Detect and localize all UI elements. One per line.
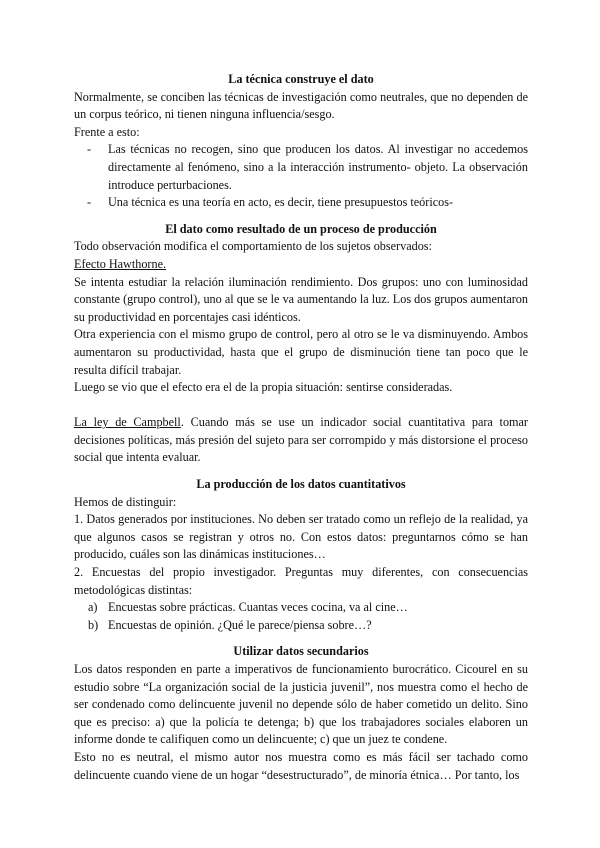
paragraph: Todo observación modifica el comportamiento de los sujetos observados:: [74, 239, 432, 254]
spacer: [74, 397, 528, 415]
paragraph: Luego se vio que el efecto era el de la propia situación: sentirse consideradas.: [74, 380, 453, 395]
paragraph: Normalmente, se conciben las técnicas de investigación como neutrales, que no dependen de un corpus teórico, ni tienen ninguna influencia/sesgo.: [74, 89, 528, 122]
section-title-datos-secundarios: Utilizar datos secundarios: [233, 644, 369, 659]
document-page: [74, 71, 528, 784]
paragraph: Los datos responden en parte a imperativos de funcionamiento burocrático. Cicourel en su estudio sobre “La organización social de la justicia juvenil”, nos muestra como el hecho de ser condenado como delincuente juvenil no depende sólo de haber cometido un delito. Sino que es preciso: a) que la policía te detenga; b) que los trabajadores sociales elaboren un informe donde te califiquen como un delincuente; c) que un juez te condene.: [74, 662, 528, 747]
hawthorne-heading: Efecto Hawthorne.: [74, 256, 167, 271]
dash-bullet: -: [87, 195, 92, 210]
spacer: [74, 634, 528, 643]
paragraph: Frente a esto:: [74, 124, 140, 139]
paragraph: 2. Encuestas del propio investigador. Preguntas muy diferentes, con consecuencias metodológicas distintas:: [74, 565, 528, 597]
paragraph: Hemos de distinguir:: [74, 494, 177, 509]
paragraph: Esto no es neutral, el mismo autor nos muestra como es más fácil ser tachado como delincuente cuando viene de un hogar “desestructurado”, de minoría étnica… Por tanto, los: [74, 749, 528, 782]
spacer: [74, 212, 528, 221]
list-marker: a): [88, 600, 98, 615]
section-title-tecnica: La técnica construye el dato: [228, 72, 374, 86]
list-marker: b): [88, 617, 99, 632]
list-item-text: Encuestas de opinión. ¿Qué le parece/piensa sobre…?: [108, 617, 372, 632]
list-item: [74, 194, 528, 212]
list-item: [74, 617, 528, 635]
campbell-text: . Cuando más se use un indicador social cuantitativa para tomar decisiones políticas, más presión del sujeto para ser corrompido y más distorsione el proceso social que intenta evaluar.: [74, 415, 528, 465]
paragraph: 1. Datos generados por instituciones. No deben ser tratado como un reflejo de la realidad, ya que algunos casos se registran y otros no. Con estos datos: preguntarnos cómo se han producido, cuáles son las dinámicas instituciones…: [74, 512, 528, 562]
alpha-list: [74, 599, 528, 634]
list-item: [74, 141, 528, 194]
paragraph: Se intenta estudiar la relación iluminación rendimiento. Dos grupos: uno con luminosidad constante (grupo control), uno al que se le va aumentando la luz. Los dos grupos aumentaron su productividad en porcentajes casi idénticos.: [74, 274, 528, 324]
list-item-text: Una técnica es una teoría en acto, es decir, tiene presupuestos teóricos-: [108, 195, 454, 210]
list-item-text: Encuestas sobre prácticas. Cuantas veces cocina, va al cine…: [108, 600, 408, 615]
campbell-heading: La ley de Campbell: [74, 415, 181, 430]
section-title-dato-produccion: El dato como resultado de un proceso de producción: [165, 221, 437, 236]
paragraph: Otra experiencia con el mismo grupo de control, pero al otro se le va disminuyendo. Ambos aumentaron su productividad, hasta que el grupo de disminución tiene tan poco que le resulta difícil trabajar.: [74, 327, 528, 377]
list-item-text: Las técnicas no recogen, sino que producen los datos. Al investigar no accedemos directamente al fenómeno, sino a la interacción instrumento- objeto. La observación introduce perturbaciones.: [108, 142, 528, 192]
section-title-datos-cuantitativos: La producción de los datos cuantitativos: [196, 477, 406, 492]
dash-list: [74, 141, 528, 211]
campbell-paragraph: [74, 414, 528, 467]
dash-bullet: -: [87, 142, 92, 157]
spacer: [74, 467, 528, 476]
list-item: [74, 599, 528, 617]
